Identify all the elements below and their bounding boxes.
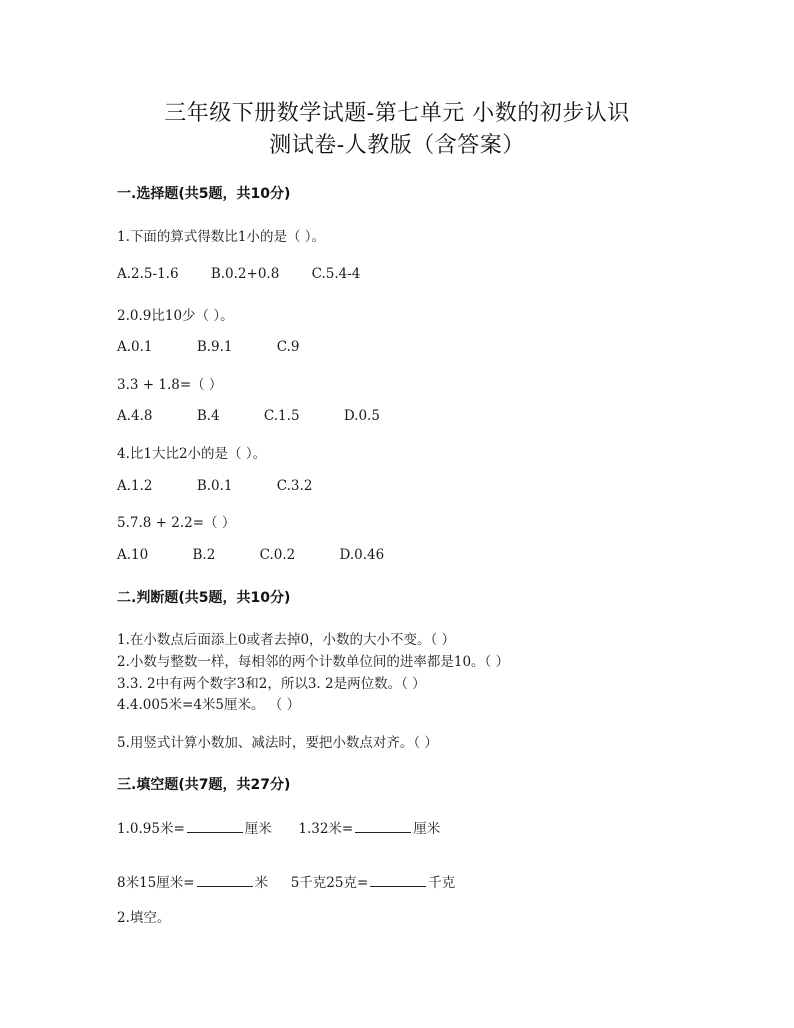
question-options bbox=[117, 408, 420, 424]
option-b: B.2 bbox=[192, 547, 216, 563]
fill-label: 1.0.95米= bbox=[117, 821, 185, 837]
section-heading-fill: 三.填空题(共7题，共27分) bbox=[117, 777, 291, 793]
judge-item: 3.3. 2中有两个数字3和2，所以3. 2是两位数。（ ） bbox=[117, 676, 426, 692]
fill-question-2: 2.填空。 bbox=[117, 910, 171, 926]
answer-blank[interactable] bbox=[370, 872, 426, 887]
question-text: 4.比1大比2小的是（ ）。 bbox=[117, 446, 267, 462]
option-c: C.3.2 bbox=[276, 478, 313, 494]
judge-item: 1.在小数点后面添上0或者去掉0，小数的大小不变。（ ） bbox=[117, 632, 456, 648]
option-c: C.1.5 bbox=[263, 408, 300, 424]
page-title-line2: 测试卷-人教版（含答案） bbox=[269, 133, 525, 158]
option-c: C.5.4-4 bbox=[311, 266, 361, 282]
option-a: A.1.2 bbox=[117, 478, 153, 494]
option-a: A.0.1 bbox=[117, 339, 153, 355]
question-options bbox=[117, 266, 388, 282]
fill-unit: 千克 bbox=[428, 875, 456, 891]
question-text: 2.0.9比10少（ ）。 bbox=[117, 308, 234, 324]
question-text: 1.下面的算式得数比1小的是（ ）。 bbox=[117, 229, 326, 245]
question-options bbox=[117, 478, 352, 494]
question-text: 3.3 + 1.8=（ ） bbox=[117, 377, 223, 393]
section-heading-judge: 二.判断题(共5题，共10分) bbox=[117, 590, 291, 606]
fill-unit: 米 bbox=[254, 875, 269, 891]
option-b: B.0.2+0.8 bbox=[210, 266, 280, 282]
fill-row-2 bbox=[117, 871, 455, 891]
answer-blank[interactable] bbox=[197, 872, 253, 887]
judge-item: 4.4.005米=4米5厘米。 （ ） bbox=[117, 697, 301, 713]
judge-item: 5.用竖式计算小数加、减法时，要把小数点对齐。（ ） bbox=[117, 735, 438, 751]
fill-row-1 bbox=[117, 817, 440, 837]
option-b: B.9.1 bbox=[196, 339, 233, 355]
option-d: D.0.46 bbox=[339, 547, 385, 563]
answer-blank[interactable] bbox=[187, 818, 243, 833]
page-title-line1: 三年级下册数学试题-第七单元 小数的初步认识 bbox=[164, 101, 630, 126]
option-c: C.9 bbox=[276, 339, 300, 355]
fill-label: 5千克25克= bbox=[290, 875, 369, 891]
fill-label: 8米15厘米= bbox=[117, 875, 195, 891]
option-b: B.0.1 bbox=[196, 478, 233, 494]
option-d: D.0.5 bbox=[343, 408, 380, 424]
option-a: A.4.8 bbox=[117, 408, 153, 424]
question-options bbox=[117, 547, 424, 563]
judge-item: 2.小数与整数一样，每相邻的两个计数单位间的进率都是10。（ ） bbox=[117, 654, 510, 670]
fill-unit: 厘米 bbox=[244, 821, 272, 837]
option-a: A.2.5-1.6 bbox=[117, 266, 179, 282]
section-heading-choice: 一.选择题(共5题，共10分) bbox=[117, 186, 291, 202]
question-text: 5.7.8 + 2.2=（ ） bbox=[117, 515, 236, 531]
question-options bbox=[117, 339, 340, 355]
answer-blank[interactable] bbox=[355, 818, 411, 833]
option-a: A.10 bbox=[117, 547, 149, 563]
option-b: B.4 bbox=[196, 408, 220, 424]
fill-label: 1.32米= bbox=[298, 821, 354, 837]
option-c: C.0.2 bbox=[259, 547, 296, 563]
fill-unit: 厘米 bbox=[413, 821, 441, 837]
